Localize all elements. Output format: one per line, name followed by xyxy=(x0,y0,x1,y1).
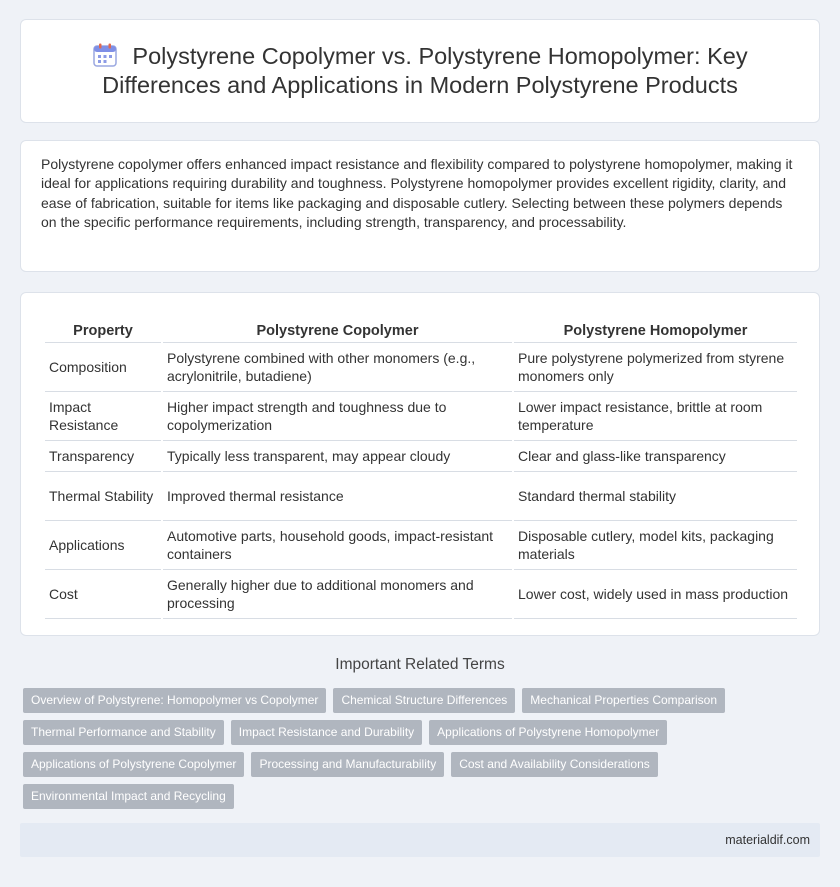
table-row xyxy=(45,343,797,392)
row-homopolymer: Lower impact resistance, brittle at room temperature xyxy=(514,392,797,441)
row-homopolymer: Lower cost, widely used in mass production xyxy=(514,570,797,619)
page-title-wrap xyxy=(51,42,789,100)
row-property: Impact Resistance xyxy=(45,392,161,441)
table-header-row xyxy=(45,315,797,343)
header-homopolymer: Polystyrene Homopolymer xyxy=(514,315,797,343)
page-title: Polystyrene Copolymer vs. Polystyrene Homopolymer: Key Differences and Applications in Modern Polystyrene Products xyxy=(102,43,748,98)
related-term-tag[interactable]: Chemical Structure Differences xyxy=(333,688,515,713)
row-copolymer: Generally higher due to additional monomers and processing xyxy=(163,570,512,619)
row-copolymer: Polystyrene combined with other monomers (e.g., acrylonitrile, butadiene) xyxy=(163,343,512,392)
row-property: Thermal Stability xyxy=(45,472,161,521)
related-term-tag[interactable]: Thermal Performance and Stability xyxy=(23,720,224,745)
row-copolymer: Automotive parts, household goods, impact-resistant containers xyxy=(163,521,512,570)
header-property: Property xyxy=(45,315,161,343)
related-term-tag[interactable]: Applications of Polystyrene Homopolymer xyxy=(429,720,667,745)
table-row xyxy=(45,570,797,619)
table-row xyxy=(45,472,797,521)
related-term-tag[interactable]: Cost and Availability Considerations xyxy=(451,752,658,777)
footer-site-link[interactable]: materialdif.com xyxy=(725,833,810,847)
intro-paragraph: Polystyrene copolymer offers enhanced impact resistance and flexibility compared to polystyrene homopolymer, making it ideal for applications requiring durability and toughness. Polystyrene homopolymer provides excellent rigidity, clarity, and ease of fabrication, suitable for items like packaging and disposable cutlery. Selecting between these polymers depends on the specific performance requirements, including strength, transparency, and processability. xyxy=(41,156,793,231)
row-property: Applications xyxy=(45,521,161,570)
header-copolymer: Polystyrene Copolymer xyxy=(163,315,512,343)
row-property: Composition xyxy=(45,343,161,392)
comparison-table xyxy=(43,315,799,619)
footer xyxy=(20,823,820,857)
row-property: Cost xyxy=(45,570,161,619)
table-row xyxy=(45,441,797,472)
row-homopolymer: Standard thermal stability xyxy=(514,472,797,521)
table-row xyxy=(45,392,797,441)
related-term-tag[interactable]: Mechanical Properties Comparison xyxy=(522,688,725,713)
row-copolymer: Typically less transparent, may appear cloudy xyxy=(163,441,512,472)
related-terms-title: Important Related Terms xyxy=(335,656,505,673)
table-row xyxy=(45,521,797,570)
row-property: Transparency xyxy=(45,441,161,472)
row-homopolymer: Pure polystyrene polymerized from styrene monomers only xyxy=(514,343,797,392)
row-copolymer: Improved thermal resistance xyxy=(163,472,512,521)
related-term-tag[interactable]: Impact Resistance and Durability xyxy=(231,720,422,745)
row-homopolymer: Disposable cutlery, model kits, packaging materials xyxy=(514,521,797,570)
row-copolymer: Higher impact strength and toughness due to copolymerization xyxy=(163,392,512,441)
related-term-tag[interactable]: Overview of Polystyrene: Homopolymer vs Copolymer xyxy=(23,688,326,713)
related-term-tag[interactable]: Processing and Manufacturability xyxy=(251,752,444,777)
row-homopolymer: Clear and glass-like transparency xyxy=(514,441,797,472)
related-term-tag[interactable]: Environmental Impact and Recycling xyxy=(23,784,234,809)
calendar-icon xyxy=(92,42,118,68)
related-term-tag[interactable]: Applications of Polystyrene Copolymer xyxy=(23,752,244,777)
intro-card xyxy=(20,140,820,272)
comparison-table-card xyxy=(20,292,820,636)
related-terms-tags xyxy=(23,688,823,816)
title-card xyxy=(20,19,820,123)
